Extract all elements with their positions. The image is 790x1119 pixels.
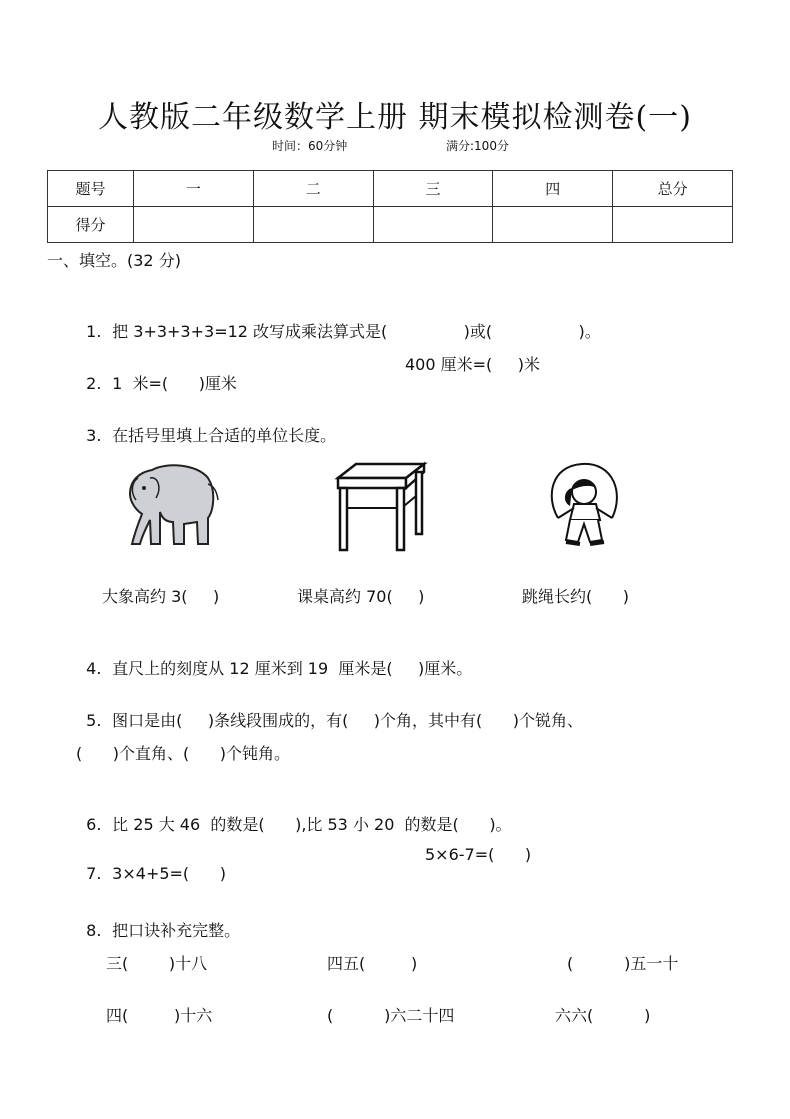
exam-time: 时间：60分钟 xyxy=(272,139,348,153)
question-5-continued: ( )个直角、( )个钝角。 xyxy=(76,744,291,763)
score-table-header-row xyxy=(48,171,733,207)
table-cell: 四 xyxy=(493,171,613,207)
table-cell: 二 xyxy=(253,171,373,207)
question-number: 1. xyxy=(86,322,102,341)
question-text: 图口是由( )条线段围成的，有( )个角，其中有( )个锐角、 xyxy=(112,711,584,730)
elephant-icon xyxy=(122,458,222,550)
question-5 xyxy=(76,689,583,731)
score-input-cell[interactable] xyxy=(613,207,733,243)
question-2 xyxy=(76,352,237,394)
question-text: 在括号里填上合适的单位长度。 xyxy=(112,426,337,445)
table-cell: 一 xyxy=(134,171,254,207)
table-cell: 总分 xyxy=(613,171,733,207)
question-6 xyxy=(76,793,512,835)
rhyme-item: 三( )十八 xyxy=(106,954,208,973)
table-cell: 三 xyxy=(373,171,493,207)
full-score: 满分:100分 xyxy=(446,139,509,153)
caption-elephant: 大象高约 3( ) xyxy=(102,587,220,606)
question-text: 3×4+5=( ) xyxy=(112,864,226,883)
question-text: 直尺上的刻度从 12 厘米到 19 厘米是( )厘米。 xyxy=(112,659,473,678)
question-number: 5. xyxy=(86,711,102,730)
question-text: 1 米=( )厘米 xyxy=(112,374,237,393)
score-input-cell[interactable] xyxy=(134,207,254,243)
page-title: 人教版二年级数学上册 期末模拟检测卷(一) xyxy=(98,100,692,135)
question-number: 3. xyxy=(86,426,102,445)
question-number: 6. xyxy=(86,815,102,834)
question-1 xyxy=(76,300,601,342)
score-input-cell[interactable] xyxy=(493,207,613,243)
question-number: 2. xyxy=(86,374,102,393)
score-input-cell[interactable] xyxy=(373,207,493,243)
caption-jump-rope: 跳绳长约( ) xyxy=(522,587,630,606)
score-input-cell[interactable] xyxy=(253,207,373,243)
question-2b: 400 厘米=( )米 xyxy=(405,355,540,374)
score-table xyxy=(47,170,733,243)
question-text: 把口诀补充完整。 xyxy=(112,921,241,940)
rhyme-item: 六六( ) xyxy=(555,1006,651,1025)
question-3 xyxy=(76,404,336,446)
question-number: 8. xyxy=(86,921,102,940)
rhyme-item: ( )五一十 xyxy=(567,954,679,973)
question-number: 7. xyxy=(86,864,102,883)
question-number: 4. xyxy=(86,659,102,678)
question-text: 把 3+3+3+3=12 改写成乘法算式是( )或( )。 xyxy=(112,322,601,341)
score-table-score-row xyxy=(48,207,733,243)
question-4 xyxy=(76,637,472,679)
question-8 xyxy=(76,899,240,941)
rhyme-item: ( )六二十四 xyxy=(327,1006,455,1025)
question-7b: 5×6-7=( ) xyxy=(425,845,532,864)
caption-desk: 课桌高约 70( ) xyxy=(297,587,425,606)
rhyme-item: 四( )十六 xyxy=(106,1006,213,1025)
question-7 xyxy=(76,845,226,883)
table-cell: 得分 xyxy=(48,207,134,243)
jump-rope-girl-icon xyxy=(540,458,630,552)
question-text: 比 25 大 46 的数是( ),比 53 小 20 的数是( )。 xyxy=(112,815,512,834)
rhyme-item: 四五( ) xyxy=(327,954,418,973)
table-cell: 题号 xyxy=(48,171,134,207)
desk-icon xyxy=(330,458,430,554)
section-heading: 一、填空。(32 分) xyxy=(47,251,181,270)
